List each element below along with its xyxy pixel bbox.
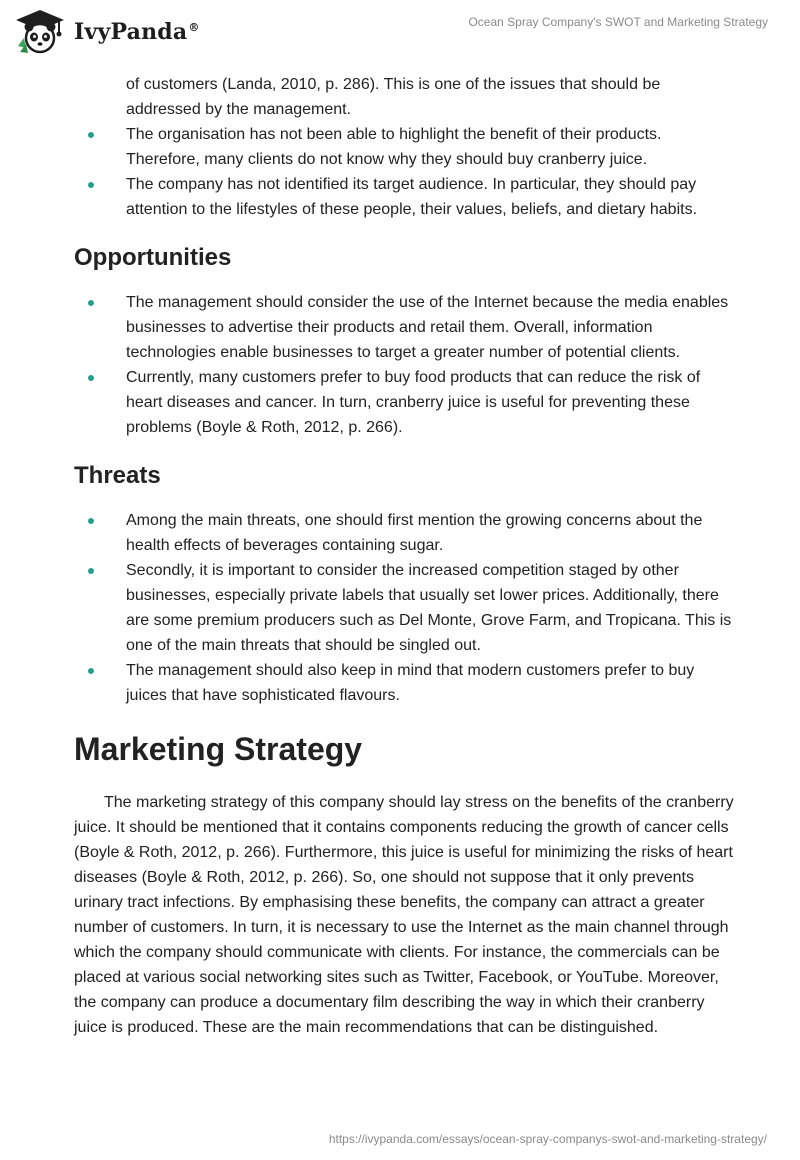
- opportunities-heading: Opportunities: [74, 244, 232, 271]
- threat-item: The management should also keep in mind that modern customers prefer to buy juices that have sophisticated flavours.: [74, 658, 734, 708]
- page-header: [0, 0, 800, 70]
- marketing-strategy-paragraph: The marketing strategy of this company should lay stress on the benefits of the cranberry juice. It should be mentioned that it contains components reducing the growth of cancer cells (Boyle & Roth, 2012, p. 266). Furthermore, this juice is useful for minimizing the risks of heart diseases (Boyle & Roth, 2012, p. 266). So, one should not suppose that it only prevents urinary tract infections. By emphasising these benefits, the company can attract a greater number of customers. In turn, it is necessary to use the Internet as the main channel through which the company should communicate with clients. For instance, the commercials can be placed at various social networking sites such as Twitter, Facebook, or YouTube. Moreover, the company can produce a documentary film describing the way in which their cranberry juice is produced. These are the main recommendations that can be distinguished.: [74, 794, 734, 1036]
- threats-heading: Threats: [74, 462, 161, 489]
- bullet-icon: [88, 568, 94, 574]
- bullet-icon: [88, 300, 94, 306]
- weakness-item: The organisation has not been able to highlight the benefit of their products. Therefore, many clients do not know why they should buy cranberry juice.: [74, 122, 734, 172]
- panda-graduate-icon: [14, 8, 66, 54]
- bullet-icon: [88, 518, 94, 524]
- threat-item: Among the main threats, one should first mention the growing concerns about the health effects of beverages containing sugar.: [74, 508, 734, 558]
- source-url[interactable]: https://ivypanda.com/essays/ocean-spray-companys-swot-and-marketing-strategy/: [328, 1132, 767, 1146]
- weakness-item-continued: of customers (Landa, 2010, p. 286). This is one of the issues that should be addressed by the management.: [126, 76, 661, 118]
- bullet-icon: [88, 375, 94, 381]
- brand-name: IvyPanda®: [74, 19, 200, 45]
- marketing-strategy-heading: Marketing Strategy: [74, 731, 363, 767]
- bullet-icon: [88, 182, 94, 188]
- essay-content: [74, 72, 734, 1040]
- bullet-icon: [88, 132, 94, 138]
- threat-item: Secondly, it is important to consider the increased competition staged by other businesses, especially private labels that usually set lower prices. Additionally, there are some premium producers such as Del Monte, Grove Farm, and Tropicana. This is one of the main threats that should be singled out.: [74, 558, 734, 658]
- threats-list: [74, 508, 734, 708]
- weakness-item: The company has not identified its target audience. In particular, they should pay attention to the lifestyles of these people, their values, beliefs, and dietary habits.: [74, 172, 734, 222]
- opportunity-item: Currently, many customers prefer to buy food products that can reduce the risk of heart diseases and cancer. In turn, cranberry juice is useful for preventing these problems (Boyle & Roth, 2012, p. 266).: [74, 365, 734, 440]
- ivypanda-logo[interactable]: [14, 8, 200, 54]
- bullet-icon: [88, 668, 94, 674]
- document-title: Ocean Spray Company's SWOT and Marketing Strategy: [468, 15, 768, 29]
- weaknesses-list: [74, 72, 734, 222]
- opportunities-list: [74, 290, 734, 440]
- opportunity-item: The management should consider the use of the Internet because the media enables businesses to advertise their products and retail them. Overall, information technologies enable businesses to target a greater number of potential clients.: [74, 290, 734, 365]
